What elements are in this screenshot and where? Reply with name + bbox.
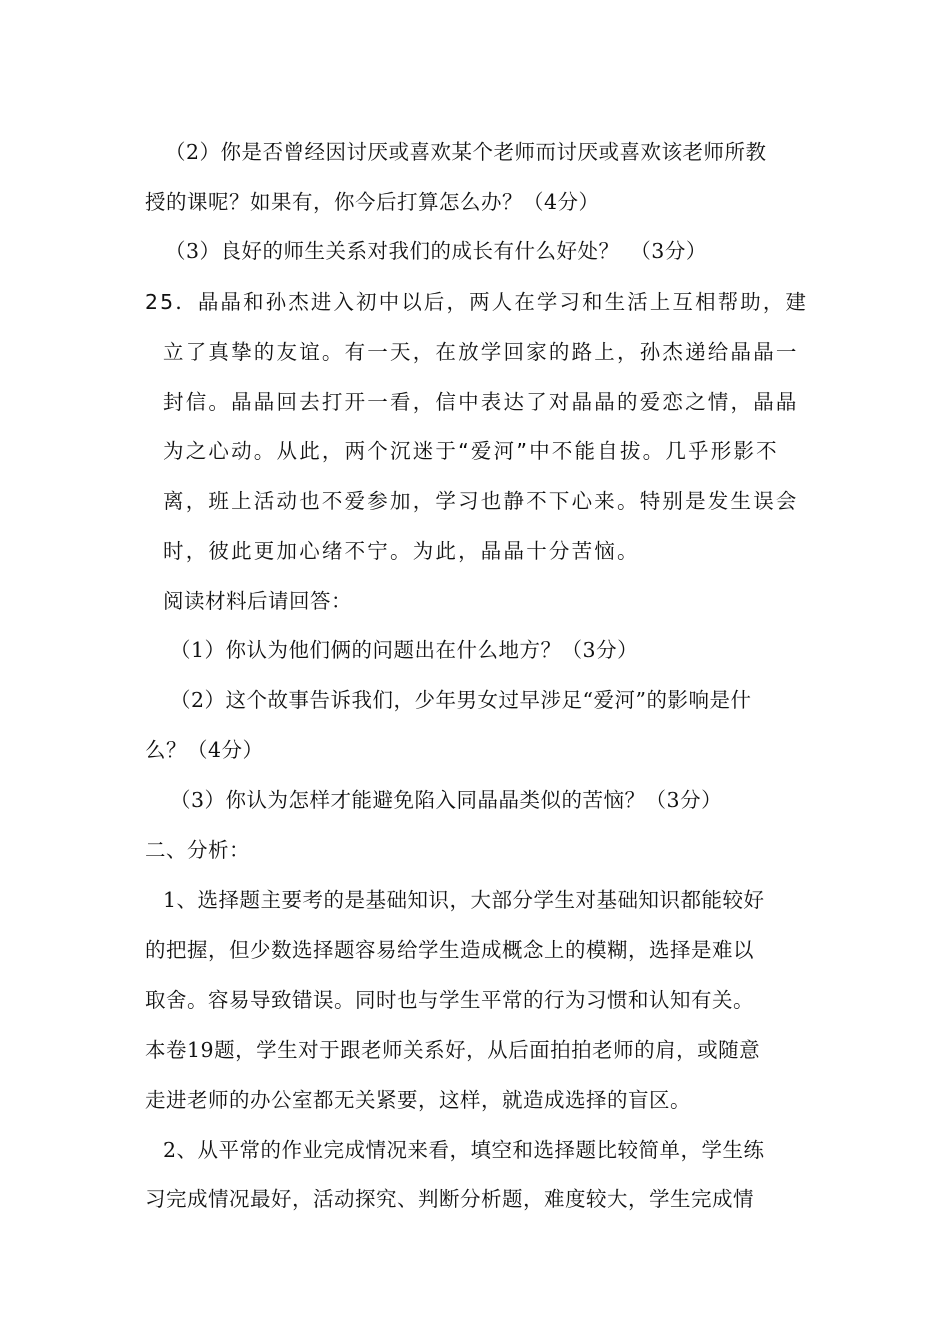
question-25-2-line-1: （2）这个故事告诉我们，少年男女过早涉足“爱河”的影响是什 <box>170 688 752 712</box>
question-25-line-4: 为之心动。从此，两个沉迷于“爱河”中不能自拔。几乎形影不 <box>163 439 779 463</box>
question-25-2-line-2: 么？（4分） <box>145 738 264 762</box>
analysis-2-line-1: 2、从平常的作业完成情况来看，填空和选择题比较简单，学生练 <box>163 1138 765 1162</box>
question-25-line-6: 时，彼此更加心绪不宁。为此，晶晶十分苦恼。 <box>163 539 640 563</box>
question-25-line-5: 离，班上活动也不爱参加，学习也静不下心来。特别是发生误会 <box>163 489 799 513</box>
analysis-1-line-5: 走进老师的办公室都无关紧要，这样，就造成选择的盲区。 <box>145 1088 691 1112</box>
analysis-1-line-2: 的把握，但少数选择题容易给学生造成概念上的模糊，选择是难以 <box>145 938 754 962</box>
section-heading-analysis: 二、分析： <box>145 838 250 862</box>
question-25-line-3: 封信。晶晶回去打开一看，信中表达了对晶晶的爱恋之情，晶晶 <box>163 390 799 414</box>
question-25-3: （3）你认为怎样才能避免陷入同晶晶类似的苦恼？（3分） <box>170 788 723 812</box>
analysis-1-line-4: 本卷19题，学生对于跟老师关系好，从后面拍拍老师的肩，或随意 <box>145 1038 761 1062</box>
analysis-2-line-2: 习完成情况最好，活动探究、判断分析题，难度较大，学生完成情 <box>145 1187 754 1211</box>
question-25-line-2: 立了真挚的友谊。有一天，在放学回家的路上，孙杰递给晶晶一 <box>163 340 799 364</box>
question-24-2-line-1: （2）你是否曾经因讨厌或喜欢某个老师而讨厌或喜欢该老师所教 <box>165 140 767 164</box>
read-prompt: 阅读材料后请回答： <box>163 589 352 613</box>
question-25-line-1: 25．晶晶和孙杰进入初中以后，两人在学习和生活上互相帮助，建 <box>145 290 809 314</box>
analysis-1-line-1: 1、选择题主要考的是基础知识，大部分学生对基础知识都能较好 <box>163 888 765 912</box>
question-25-1: （1）你认为他们俩的问题出在什么地方？（3分） <box>170 638 639 662</box>
analysis-1-line-3: 取舍。容易导致错误。同时也与学生平常的行为习惯和认知有关。 <box>145 988 754 1012</box>
question-24-2-line-2: 授的课呢？如果有，你今后打算怎么办？（4分） <box>145 190 600 214</box>
question-24-3: （3）良好的师生关系对我们的成长有什么好处？ （3分） <box>165 239 707 263</box>
